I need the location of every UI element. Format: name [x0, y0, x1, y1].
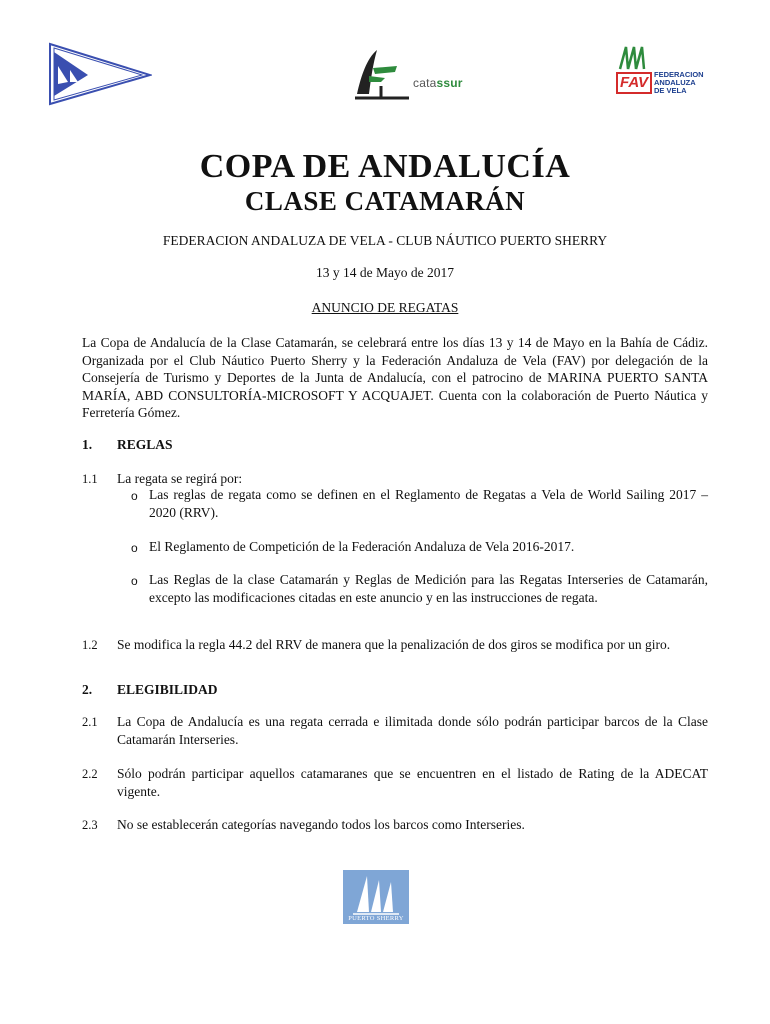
bullet-marker: o [131, 489, 138, 503]
catassur-logo [351, 46, 471, 102]
organizers-line: FEDERACION ANDALUZA DE VELA - CLUB NÁUTICO PUERTO SHERRY [162, 233, 608, 248]
item-text: Sólo podrán participar aquellos catamaranes que se encuentren en el listado de Rating de la ADECAT vigente. [117, 766, 708, 799]
item-number: 2.3 [82, 818, 98, 832]
page-title: COPA DE ANDALUCÍA [199, 148, 571, 185]
puerto-sherry-logo [343, 870, 409, 924]
section-number: 2. [82, 682, 93, 697]
item-text: La regata se regirá por: [117, 471, 243, 486]
item-text: No se establecerán categorías navegando todos los barcos como Interseries. [117, 817, 525, 832]
fav-abbr: FAV [620, 74, 649, 91]
section-number: 1. [82, 437, 93, 452]
item-number: 1.2 [82, 638, 98, 652]
club-pennant-logo [48, 42, 152, 106]
intro-paragraph: La Copa de Andalucía de la Clase Catamarán, se celebrará entre los días 13 y 14 de Mayo en la Bahía de Cádiz. Organizada por el Club Náutico Puerto Sherry y la Federación Andaluza de Vela (FAV) por delegación de la Consejería de Turismo y Deportes de la Junta de Andalucía, con el patrocino de MARINA PUERTO SANTA MARÍA, ABD CONSULTORÍA-MICROSOFT Y ACQUAJET. Cuenta con la colaboración de Puerto Náutica y Ferretería Gómez. [82, 335, 708, 420]
bullet-text: El Reglamento de Competición de la Federación Andaluza de Vela 2016-2017. [149, 539, 575, 554]
section-title-reglas: REGLAS [117, 437, 173, 452]
event-dates: 13 y 14 de Mayo de 2017 [316, 265, 454, 280]
item-number: 2.2 [82, 767, 98, 781]
bullet-marker: o [131, 541, 138, 555]
notice-heading: ANUNCIO DE REGATAS [311, 300, 459, 315]
bullet-text: Las Reglas de la clase Catamarán y Reglas de Medición para las Regatas Interseries de Catamarán, excepto las modificaciones citadas en este anuncio y en las instrucciones de regata. [149, 572, 708, 605]
bullet-marker: o [131, 574, 138, 588]
item-text: La Copa de Andalucía es una regata cerrada e ilimitada donde sólo podrán participar barcos de la Clase Catamarán Interseries. [117, 714, 708, 747]
item-text: Se modifica la regla 44.2 del RRV de manera que la penalización de dos giros se modifica por un giro. [117, 637, 671, 652]
item-number: 1.1 [82, 472, 98, 486]
page-subtitle: CLASE CATAMARÁN [244, 186, 526, 216]
catassur-wordmark: catassur [413, 76, 463, 90]
puerto-sherry-label: PUERTO SHERRY [348, 915, 404, 922]
bullet-text: Las reglas de regata como se definen en el Reglamento de Regatas a Vela de World Sailing 2017 – 2020 (RRV). [149, 487, 708, 520]
fav-logo [614, 43, 706, 101]
fav-name: FEDERACION ANDALUZA DE VELA [654, 70, 704, 95]
section-title-elegibilidad: ELEGIBILIDAD [117, 682, 218, 697]
item-number: 2.1 [82, 715, 98, 729]
